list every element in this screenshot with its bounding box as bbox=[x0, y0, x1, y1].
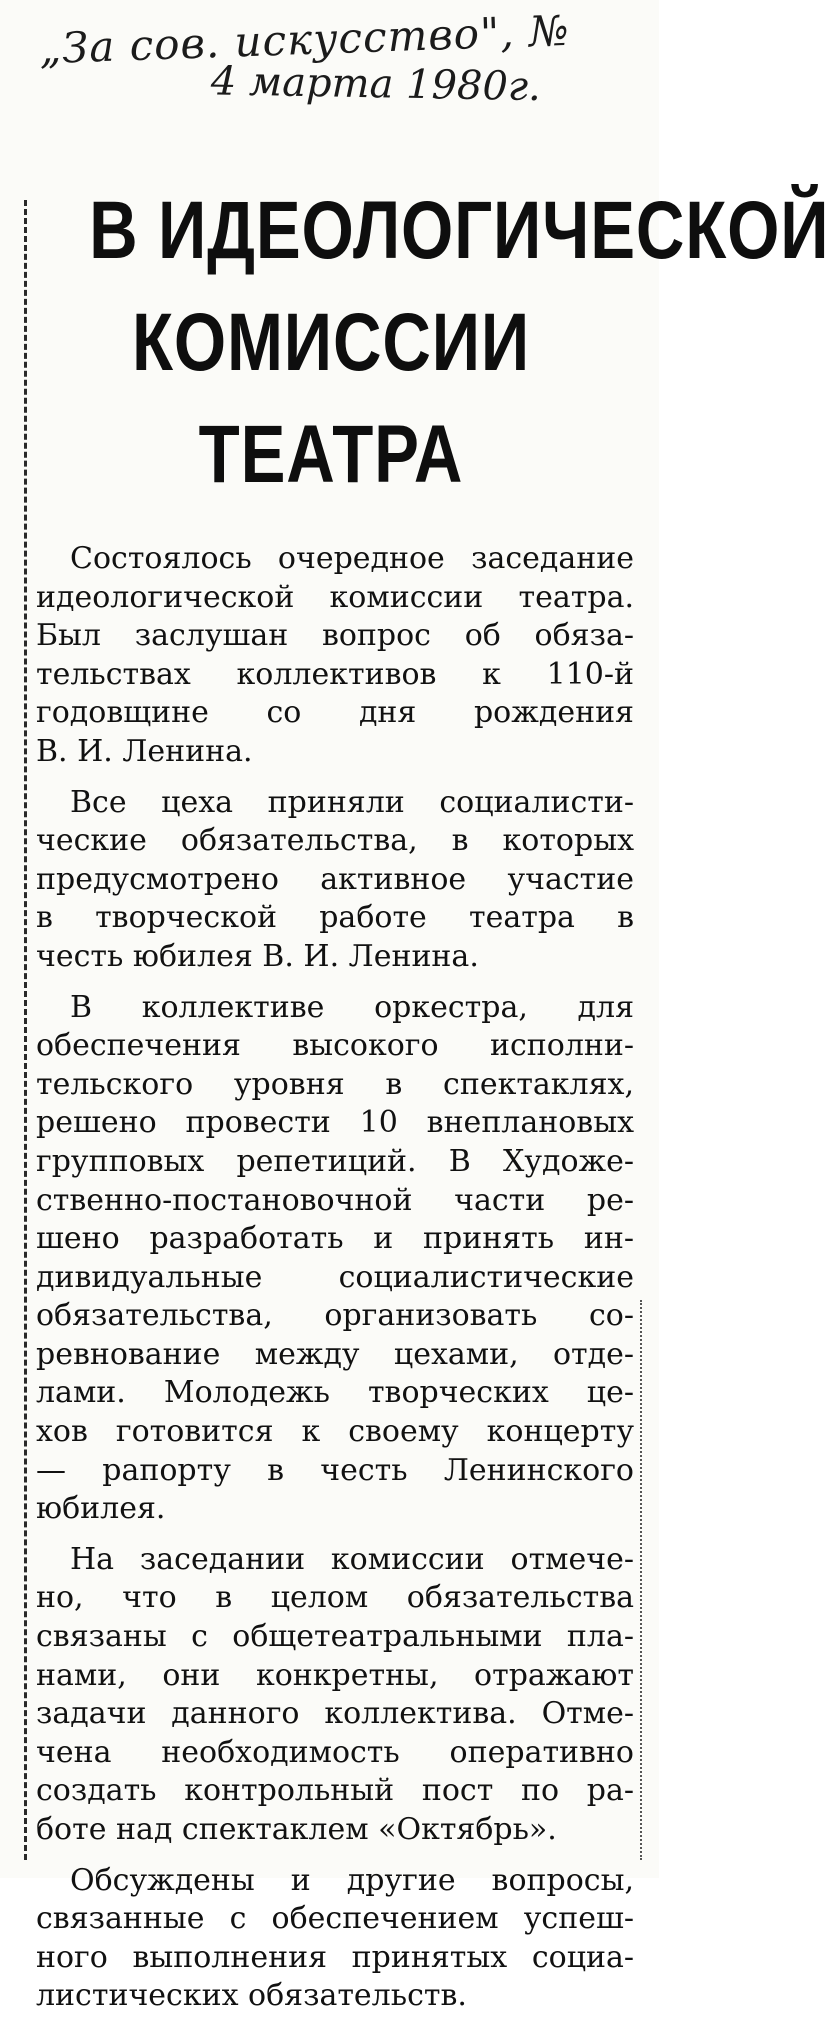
article-line: лами. Молодежь творческих це- bbox=[36, 1375, 634, 1411]
article-paragraph bbox=[36, 1541, 634, 1850]
article-paragraph bbox=[36, 784, 634, 977]
article-line: нами, они конкретны, отражают bbox=[36, 1657, 634, 1693]
article-body bbox=[36, 540, 634, 2028]
article-line: связаны с общетеатральными пла- bbox=[36, 1619, 634, 1655]
article-line: В. И. Ленина. bbox=[36, 733, 253, 769]
article-line: групповых репетиций. В Художе- bbox=[36, 1143, 634, 1179]
article-line: В коллективе оркестра, для bbox=[70, 989, 634, 1025]
article-line: тельского уровня в спектаклях, bbox=[36, 1066, 634, 1102]
article-line: листических обязательств. bbox=[36, 1978, 467, 2014]
article-line: ческие обязательства, в которых bbox=[36, 823, 634, 859]
article-line: задачи данного коллектива. Отме- bbox=[36, 1696, 634, 1732]
article-line: обеспечения высокого исполни- bbox=[36, 1028, 634, 1064]
article-line: боте над спектаклем «Октябрь». bbox=[36, 1812, 557, 1847]
handwritten-source-note bbox=[38, 4, 631, 123]
article-paragraph bbox=[36, 1862, 634, 2016]
article-line: хов готовится к своему концерту bbox=[36, 1414, 634, 1450]
article-line: годовщине со дня рождения bbox=[36, 695, 634, 731]
article-line: решено провести 10 внеплановых bbox=[36, 1105, 634, 1141]
article-paragraph bbox=[36, 989, 634, 1529]
article-line: в творческой работе театра в bbox=[36, 900, 634, 936]
source-note-line-1: „За сов. искусство", № bbox=[38, 5, 571, 74]
article-paragraph bbox=[36, 540, 634, 772]
article-line: ревнование между цехами, отде- bbox=[36, 1336, 634, 1372]
article-line: чена необходимость оперативно bbox=[36, 1734, 634, 1770]
headline-line-2: КОМИССИИ bbox=[131, 297, 531, 388]
article-line: На заседании комиссии отмече- bbox=[70, 1541, 634, 1577]
column-rule-left bbox=[24, 200, 27, 1860]
article-line: дивидуальные социалистические bbox=[36, 1259, 634, 1295]
article-line: Был заслушан вопрос об обяза- bbox=[36, 618, 634, 654]
article-line: создать контрольный пост по ра- bbox=[36, 1773, 634, 1809]
article-line: Обсуждены и другие вопросы, bbox=[70, 1862, 634, 1898]
article-line: предусмотрено активное участие bbox=[36, 861, 634, 897]
article-line: — рапорту в честь Ленинского bbox=[36, 1452, 634, 1488]
article-line: Все цеха приняли социалисти- bbox=[70, 784, 634, 820]
source-note-line-2: 4 марта 1980г. bbox=[210, 58, 542, 111]
article-line: тельствах коллективов к 110-й bbox=[36, 656, 634, 692]
article-line: обязательства, организовать со- bbox=[36, 1298, 634, 1334]
article-line: честь юбилея В. И. Ленина. bbox=[36, 938, 479, 974]
article-line: Состоялось очередное заседание bbox=[70, 541, 634, 576]
headline-line-3: ТЕАТРА bbox=[198, 409, 464, 500]
article-line: связанные с обеспечением успеш- bbox=[36, 1901, 634, 1937]
column-rule-right bbox=[640, 1300, 642, 1860]
headline bbox=[89, 175, 829, 511]
article-line: шено разработать и принять ин- bbox=[36, 1221, 634, 1257]
article-line: ственно-постановочной части ре- bbox=[36, 1182, 634, 1218]
article-line: юбилея. bbox=[36, 1491, 166, 1527]
article-line: ного выполнения принятых социа- bbox=[36, 1939, 634, 1975]
article-line: но, что в целом обязательства bbox=[36, 1580, 634, 1616]
article-line: идеологической комиссии театра. bbox=[36, 579, 634, 615]
headline-line-1: В ИДЕОЛОГИЧЕСКОЙ bbox=[89, 185, 829, 276]
